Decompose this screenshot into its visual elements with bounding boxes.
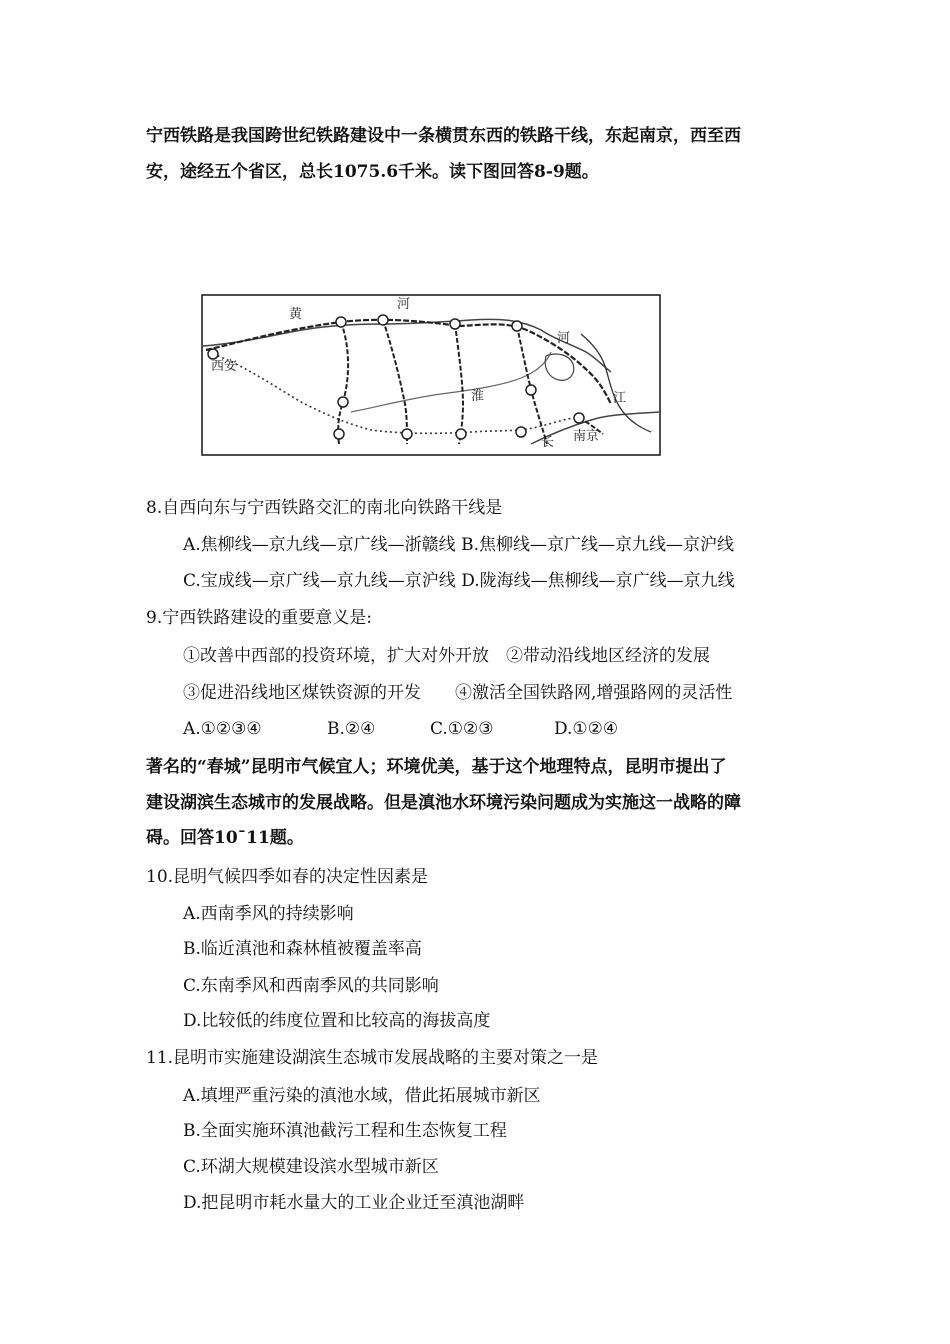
question-11-option-b: B.全面实施环滇池截污工程和生态恢复工程: [183, 1121, 507, 1141]
intro2-passage-line-1: 著名的“春城”昆明市气候宜人；环境优美，基于这个地理特点，昆明市提出了: [146, 757, 727, 777]
map-label-xian: 西安: [211, 359, 238, 374]
map-label-he-2: 河: [557, 331, 571, 346]
map-label-nanjing: 南京: [573, 429, 600, 444]
question-9-option-a: A.①②③④: [183, 719, 262, 739]
question-10-option-a: A.西南季风的持续影响: [183, 904, 354, 924]
map-label-huai: 淮: [471, 389, 485, 404]
question-8-stem: 8.自西向东与宁西铁路交汇的南北向铁路干线是: [146, 498, 503, 518]
question-10-option-d: D.比较低的纬度位置和比较高的海拔高度: [183, 1011, 491, 1031]
question-10-stem: 10.昆明气候四季如春的决定性因素是: [146, 867, 429, 887]
question-11-option-a: A.填埋严重污染的滇池水域，借此拓展城市新区: [183, 1086, 541, 1106]
map-label-chang: 长: [541, 435, 555, 450]
question-10-option-c: C.东南季风和西南季风的共同影响: [183, 976, 439, 996]
question-9-statements-1-2: ①改善中西部的投资环境，扩大对外开放 ②带动沿线地区经济的发展: [183, 646, 710, 666]
question-10-option-b: B.临近滇池和森林植被覆盖率高: [183, 939, 422, 959]
question-9-option-c: C.①②③: [430, 719, 494, 739]
map-label-he-1: 河: [397, 297, 411, 312]
question-9-statements-3-4: ③促进沿线地区煤铁资源的开发 ④激活全国铁路网,增强路网的灵活性: [183, 683, 733, 703]
question-9-option-d: D.①②④: [554, 719, 619, 739]
railway-map: [201, 294, 661, 456]
question-11-stem: 11.昆明市实施建设湖滨生态城市发展战略的主要对策之一是: [146, 1048, 599, 1068]
question-9-option-b: B.②④: [327, 719, 376, 739]
question-8-options-cd: C.宝成线—京广线—京九线—京沪线 D.陇海线—焦柳线—京广线—京九线: [183, 571, 735, 591]
intro2-passage-line-3: 碍。回答10¯11题。: [146, 828, 304, 848]
question-8-options-ab: A.焦柳线—京九线—京广线—浙赣线 B.焦柳线—京广线—京九线—京沪线: [183, 535, 734, 555]
map-label-jiang: 江: [613, 391, 627, 406]
question-11-option-c: C.环湖大规模建设滨水型城市新区: [183, 1157, 439, 1177]
intro-passage-line-1: 宁西铁路是我国跨世纪铁路建设中一条横贯东西的铁路干线，东起南京，西至西: [146, 126, 741, 146]
map-label-huang: 黄: [289, 307, 303, 322]
intro2-passage-line-2: 建设湖滨生态城市的发展战略。但是滇池水环境污染问题成为实施这一战略的障: [146, 793, 741, 813]
intro-passage-line-2: 安，途经五个省区，总长1075.6千米。读下图回答8-9题。: [146, 162, 599, 182]
question-9-stem: 9.宁西铁路建设的重要意义是:: [146, 608, 372, 628]
question-11-option-d: D.把昆明市耗水量大的工业企业迁至滇池湖畔: [183, 1193, 525, 1213]
